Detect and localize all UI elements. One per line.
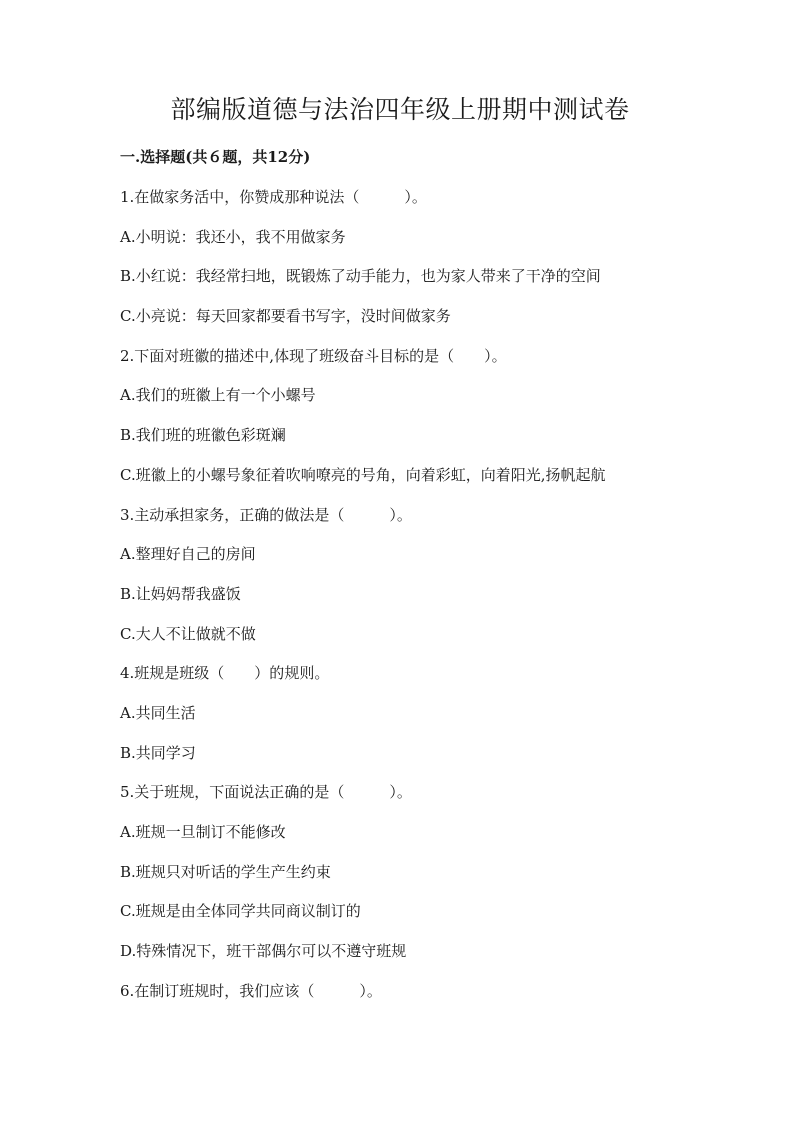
- question-5-option-b: B.班规只对听话的学生产生约束: [120, 862, 331, 881]
- question-1-option-a: A.小明说：我还小，我不用做家务: [120, 227, 346, 246]
- question-3-option-a: A.整理好自己的房间: [120, 545, 256, 564]
- question-5-option-d: D.特殊情况下，班干部偶尔可以不遵守班规: [120, 942, 407, 961]
- question-4-option-a: A.共同生活: [120, 703, 196, 722]
- page-title: 部编版道德与法治四年级上册期中测试卷: [170, 95, 630, 124]
- question-2-option-a: A.我们的班徽上有一个小螺号: [120, 386, 316, 405]
- question-2-option-c: C.班徽上的小螺号象征着吹响嘹亮的号角，向着彩虹，向着阳光,扬帆起航: [120, 465, 606, 484]
- question-3-stem: 3.主动承担家务，正确的做法是（ ）。: [120, 505, 412, 524]
- question-6-stem: 6.在制订班规时，我们应该（ ）。: [120, 981, 382, 1000]
- question-2-option-b: B.我们班的班徽色彩斑斓: [120, 426, 286, 445]
- question-2-stem: 2.下面对班徽的描述中,体现了班级奋斗目标的是（ ）。: [120, 346, 507, 365]
- question-4-option-b: B.共同学习: [120, 743, 196, 762]
- section-heading: 一.选择题(共６题，共12分): [120, 148, 311, 166]
- question-3-option-c: C.大人不让做就不做: [120, 624, 256, 643]
- question-4-stem: 4.班规是班级（ ）的规则。: [120, 664, 330, 683]
- question-5-option-a: A.班规一旦制订不能修改: [120, 823, 286, 841]
- question-1-option-b: B.小红说：我经常扫地，既锻炼了动手能力，也为家人带来了干净的空间: [120, 267, 601, 286]
- question-list: [120, 184, 720, 1017]
- question-3-option-b: B.让妈妈帮我盛饭: [120, 584, 241, 603]
- question-5-stem: 5.关于班规，下面说法正确的是（ ）。: [120, 783, 412, 802]
- question-1-option-c: C.小亮说：每天回家都要看书写字，没时间做家务: [120, 307, 451, 326]
- question-5-option-c: C.班规是由全体同学共同商议制订的: [120, 902, 361, 921]
- question-1-stem: 1.在做家务活中，你赞成那种说法（ ）。: [120, 188, 427, 206]
